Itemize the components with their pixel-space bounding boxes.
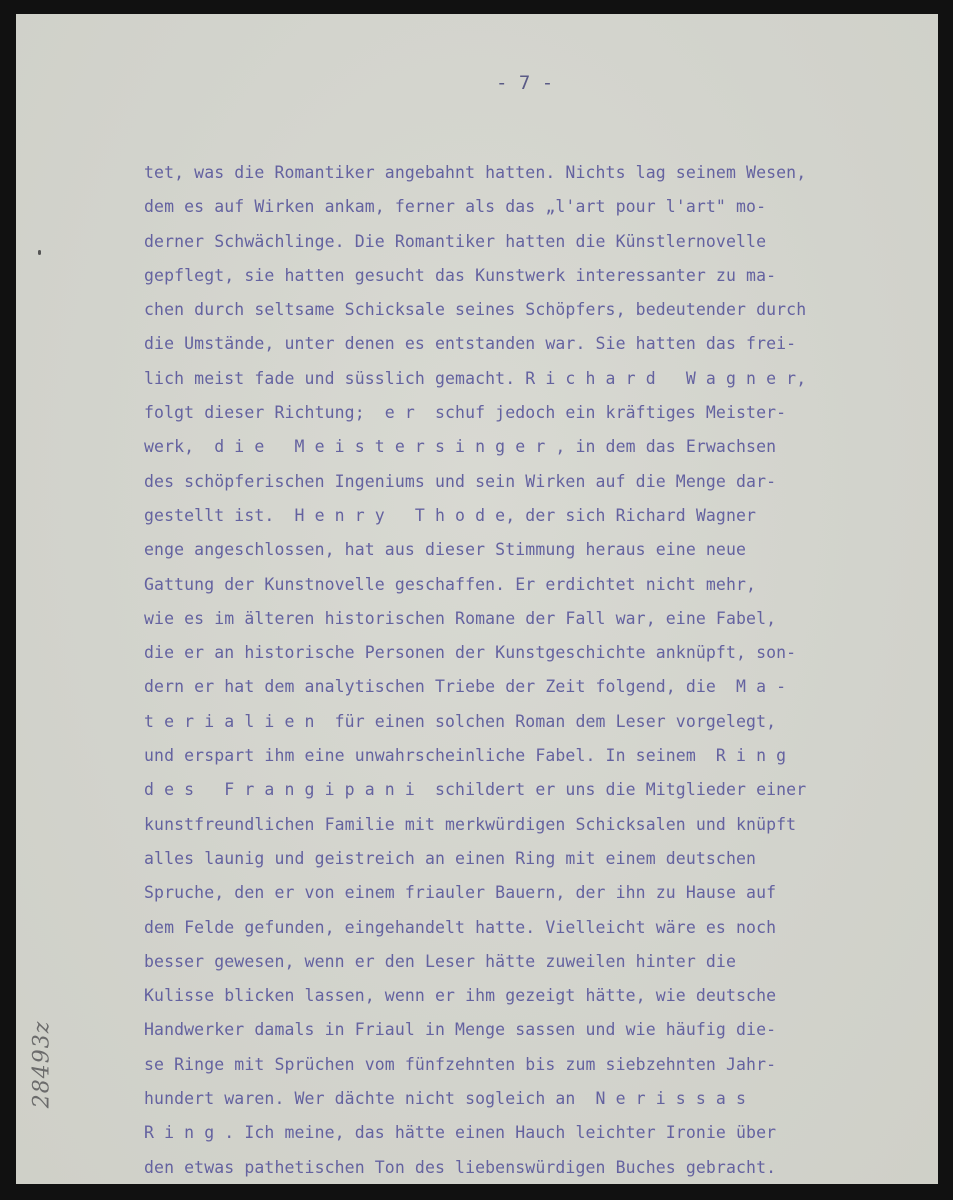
text-line: Handwerker damals in Friaul in Menge sassen und wie häufig die-	[144, 1020, 777, 1040]
text-line: se Ringe mit Sprüchen vom fünfzehnten bis zum siebzehnten Jahr-	[144, 1054, 777, 1074]
paper-speck	[38, 250, 41, 255]
text-line: dem es auf Wirken ankam, ferner als das „l'art pour l'art" mo-	[144, 197, 767, 217]
text-line: Gattung der Kunstnovelle geschaffen. Er erdichtet nicht mehr,	[144, 574, 757, 594]
archive-margin-note	[29, 1004, 76, 1134]
text-line: Spruche, den er von einem friauler Bauern, der ihn zu Hause auf	[144, 883, 777, 903]
text-line: d e s F r a n g i p a n i schildert er uns die Mitglieder einer	[144, 780, 807, 800]
text-line: hundert waren. Wer dächte nicht sogleich an N e r i s s a s	[144, 1089, 747, 1109]
text-line: R i n g . Ich meine, das hätte einen Hauch leichter Ironie über	[144, 1123, 777, 1143]
text-line: kunstfreundlichen Familie mit merkwürdigen Schicksalen und knüpft	[144, 814, 797, 834]
document-page	[16, 14, 938, 1184]
text-line: dern er hat dem analytischen Triebe der Zeit folgend, die M a -	[144, 677, 787, 697]
text-line: wie es im älteren historischen Romane der Fall war, eine Fabel,	[144, 608, 777, 628]
text-line: enge angeschlossen, hat aus dieser Stimmung heraus eine neue	[144, 540, 747, 560]
text-line: den etwas pathetischen Ton des liebenswürdigen Buches gebracht.	[144, 1157, 777, 1177]
text-line: t e r i a l i e n für einen solchen Roman dem Leser vorgelegt,	[144, 711, 777, 731]
text-line: alles launig und geistreich an einen Ring mit einem deutschen	[144, 848, 757, 868]
text-line: gestellt ist. H e n r y T h o d e, der sich Richard Wagner	[144, 505, 757, 525]
text-line: Kulisse blicken lassen, wenn er ihm gezeigt hätte, wie deutsche	[144, 986, 777, 1006]
text-line: tet, was die Romantiker angebahnt hatten. Nichts lag seinem Wesen,	[144, 163, 807, 182]
text-line: werk, d i e M e i s t e r s i n g e r , in dem das Erwachsen	[144, 437, 777, 457]
text-line: gepflegt, sie hatten gesucht das Kunstwerk interessanter zu ma-	[144, 265, 777, 285]
text-line: derner Schwächlinge. Die Romantiker hatten die Künstlernovelle	[144, 231, 767, 251]
text-line: dem Felde gefunden, eingehandelt hatte. Vielleicht wäre es noch	[144, 917, 777, 937]
text-line: die Umstände, unter denen es entstanden war. Sie hatten das frei-	[144, 334, 797, 354]
text-line: die er an historische Personen der Kunstgeschichte anknüpft, son-	[144, 643, 797, 663]
page-number: - 7 -	[496, 72, 554, 94]
text-line: chen durch seltsame Schicksale seines Schöpfers, bedeutender durch	[144, 300, 807, 320]
text-line: besser gewesen, wenn er den Leser hätte zuweilen hinter die	[144, 951, 736, 971]
text-line: und erspart ihm eine unwahrscheinliche Fabel. In seinem R i n g	[144, 746, 787, 766]
text-line: folgt dieser Richtung; e r schuf jedoch ein kräftiges Meister-	[144, 403, 787, 423]
body-text	[144, 156, 904, 1184]
text-line: lich meist fade und süsslich gemacht. R i c h a r d W a g n e r,	[144, 368, 807, 388]
text-line: des schöpferischen Ingeniums und sein Wirken auf die Menge dar-	[144, 471, 777, 491]
margin-note-text: 28493z	[29, 1020, 55, 1109]
